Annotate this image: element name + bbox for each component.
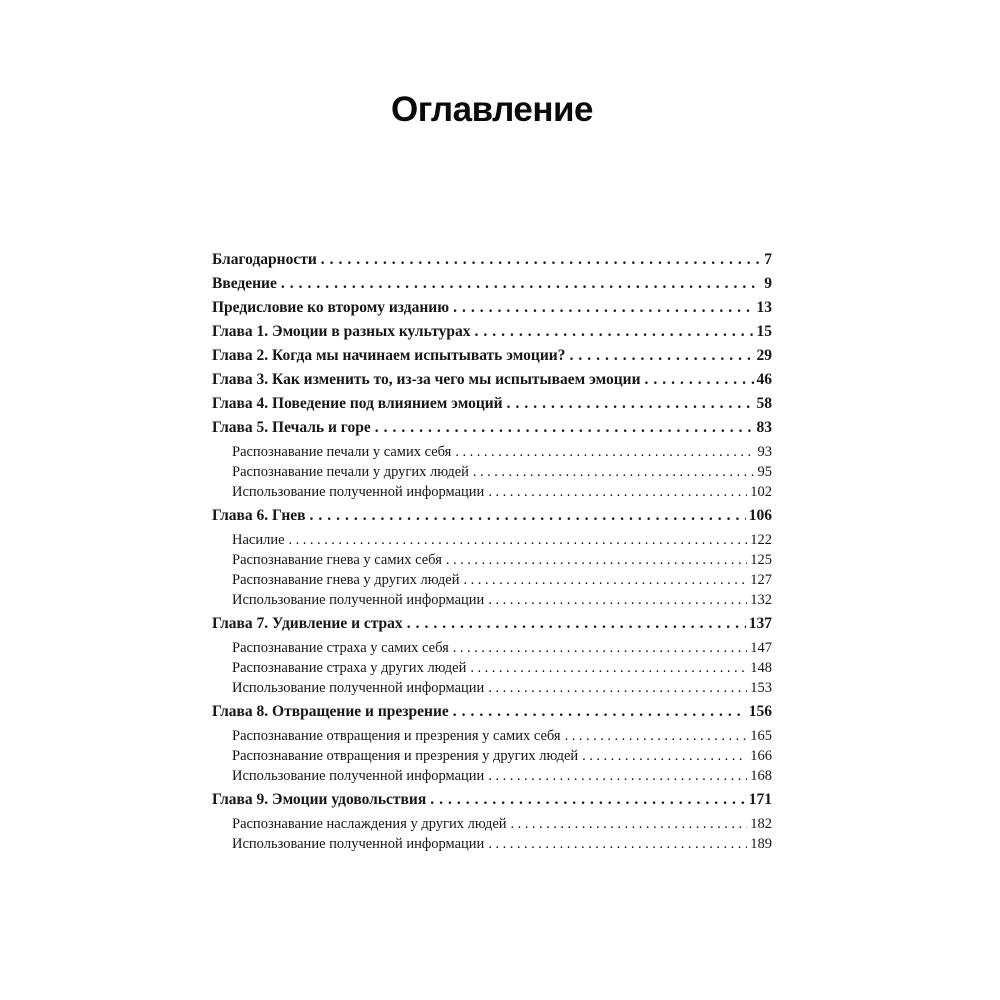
toc-leader-dots: [375, 418, 754, 438]
toc-subentry: [212, 550, 772, 570]
toc-entry-label: Глава 6. Гнев: [212, 507, 306, 524]
toc-entry: [212, 322, 772, 342]
toc-subentry: [212, 814, 772, 834]
toc-subentry: [212, 462, 772, 482]
toc-entry: [212, 394, 772, 414]
toc-entry-label: Использование полученной информации: [232, 680, 485, 696]
toc-entry-page: 95: [757, 464, 772, 480]
toc-leader-dots: [488, 482, 747, 502]
toc-leader-dots: [463, 570, 747, 590]
toc-leader-dots: [565, 726, 748, 746]
toc-leader-dots: [453, 702, 746, 722]
toc-entry-page: 156: [748, 703, 772, 720]
toc-leader-dots: [430, 790, 746, 810]
toc-entry-page: 148: [750, 660, 772, 676]
toc-leader-dots: [470, 658, 747, 678]
toc-leader-dots: [453, 638, 747, 658]
toc-entry-label: Глава 5. Печаль и горе: [212, 419, 371, 436]
toc-entry-page: 189: [750, 836, 772, 852]
page-title: Оглавление: [390, 90, 594, 129]
toc-entry: [212, 702, 772, 722]
toc-subentry: [212, 638, 772, 658]
toc-entry-label: Распознавание гнева у других людей: [232, 572, 460, 588]
toc-leader-dots: [475, 322, 754, 342]
toc-entry-page: 182: [750, 816, 772, 832]
toc-entry-label: Распознавание страха у самих себя: [232, 640, 449, 656]
toc-leader-dots: [488, 678, 747, 698]
toc-subentry: [212, 442, 772, 462]
toc-leader-dots: [446, 550, 747, 570]
toc-entry-page: 165: [750, 728, 772, 744]
toc-entry-label: Глава 8. Отвращение и презрение: [212, 703, 449, 720]
toc-entry-page: 58: [756, 395, 772, 412]
toc-leader-dots: [511, 814, 748, 834]
toc-entry-label: Использование полученной информации: [232, 484, 485, 500]
toc-subentry: [212, 726, 772, 746]
table-of-contents: [212, 250, 772, 854]
toc-leader-dots: [488, 834, 747, 854]
toc-entry-label: Распознавание печали у других людей: [232, 464, 469, 480]
toc-subentry: [212, 530, 772, 550]
toc-entry: [212, 790, 772, 810]
toc-entry-page: 29: [756, 347, 772, 364]
toc-entry: [212, 418, 772, 438]
toc-entry-page: 122: [750, 532, 772, 548]
toc-entry-page: 7: [764, 251, 772, 268]
toc-entry: [212, 274, 772, 294]
toc-entry-page: 153: [750, 680, 772, 696]
toc-leader-dots: [281, 274, 761, 294]
toc-leader-dots: [582, 746, 747, 766]
toc-subentry: [212, 590, 772, 610]
toc-entry-page: 46: [756, 371, 772, 388]
toc-leader-dots: [455, 442, 754, 462]
toc-entry-page: 106: [748, 507, 772, 524]
toc-entry-page: 125: [750, 552, 772, 568]
toc-leader-dots: [488, 590, 747, 610]
toc-entry-page: 137: [748, 615, 772, 632]
toc-entry-page: 102: [750, 484, 772, 500]
toc-leader-dots: [407, 614, 746, 634]
toc-entry-page: 147: [750, 640, 772, 656]
toc-subentry: [212, 678, 772, 698]
toc-entry: [212, 370, 772, 390]
toc-entry-label: Использование полученной информации: [232, 592, 485, 608]
toc-entry: [212, 506, 772, 526]
toc-entry: [212, 250, 772, 270]
toc-entry-page: 93: [757, 444, 772, 460]
toc-entry-label: Распознавание наслаждения у других людей: [232, 816, 507, 832]
toc-entry-label: Использование полученной информации: [232, 836, 485, 852]
toc-leader-dots: [321, 250, 761, 270]
toc-leader-dots: [473, 462, 755, 482]
toc-entry-label: Глава 7. Удивление и страх: [212, 615, 403, 632]
toc-leader-dots: [453, 298, 753, 318]
toc-entry-label: Распознавание отвращения и презрения у других людей: [232, 748, 579, 764]
toc-entry: [212, 346, 772, 366]
toc-leader-dots: [507, 394, 754, 414]
toc-entry-label: Использование полученной информации: [232, 768, 485, 784]
toc-entry-label: Введение: [212, 275, 277, 292]
toc-entry-label: Насилие: [232, 532, 285, 548]
toc-entry-label: Благодарности: [212, 251, 317, 268]
toc-entry-label: Глава 1. Эмоции в разных культурах: [212, 323, 471, 340]
toc-entry-page: 168: [750, 768, 772, 784]
toc-leader-dots: [289, 530, 748, 550]
toc-entry: [212, 298, 772, 318]
toc-entry-page: 9: [764, 275, 772, 292]
toc-entry-label: Глава 9. Эмоции удовольствия: [212, 791, 427, 808]
toc-subentry: [212, 482, 772, 502]
toc-entry-page: 15: [756, 323, 772, 340]
toc-entry: [212, 614, 772, 634]
toc-entry-label: Распознавание печали у самих себя: [232, 444, 452, 460]
toc-entry-label: Предисловие ко второму изданию: [212, 299, 450, 316]
content-column: [212, 0, 772, 854]
toc-entry-label: Глава 2. Когда мы начинаем испытывать эмоции?: [212, 347, 566, 364]
toc-subentry: [212, 658, 772, 678]
toc-subentry: [212, 834, 772, 854]
toc-subentry: [212, 746, 772, 766]
toc-entry-label: Глава 4. Поведение под влиянием эмоций: [212, 395, 503, 412]
toc-entry-label: Распознавание гнева у самих себя: [232, 552, 442, 568]
toc-leader-dots: [569, 346, 753, 366]
toc-entry-page: 171: [748, 791, 772, 808]
toc-entry-page: 132: [750, 592, 772, 608]
toc-subentry: [212, 570, 772, 590]
toc-entry-page: 13: [756, 299, 772, 316]
toc-subentry: [212, 766, 772, 786]
toc-leader-dots: [310, 506, 746, 526]
toc-entry-page: 127: [750, 572, 772, 588]
toc-entry-label: Распознавание отвращения и презрения у самих себя: [232, 728, 561, 744]
toc-entry-label: Распознавание страха у других людей: [232, 660, 467, 676]
toc-entry-label: Глава 3. Как изменить то, из-за чего мы испытываем эмоции: [212, 371, 641, 388]
toc-entry-page: 83: [756, 419, 772, 436]
toc-leader-dots: [645, 370, 754, 390]
toc-entry-page: 166: [750, 748, 772, 764]
toc-leader-dots: [488, 766, 747, 786]
